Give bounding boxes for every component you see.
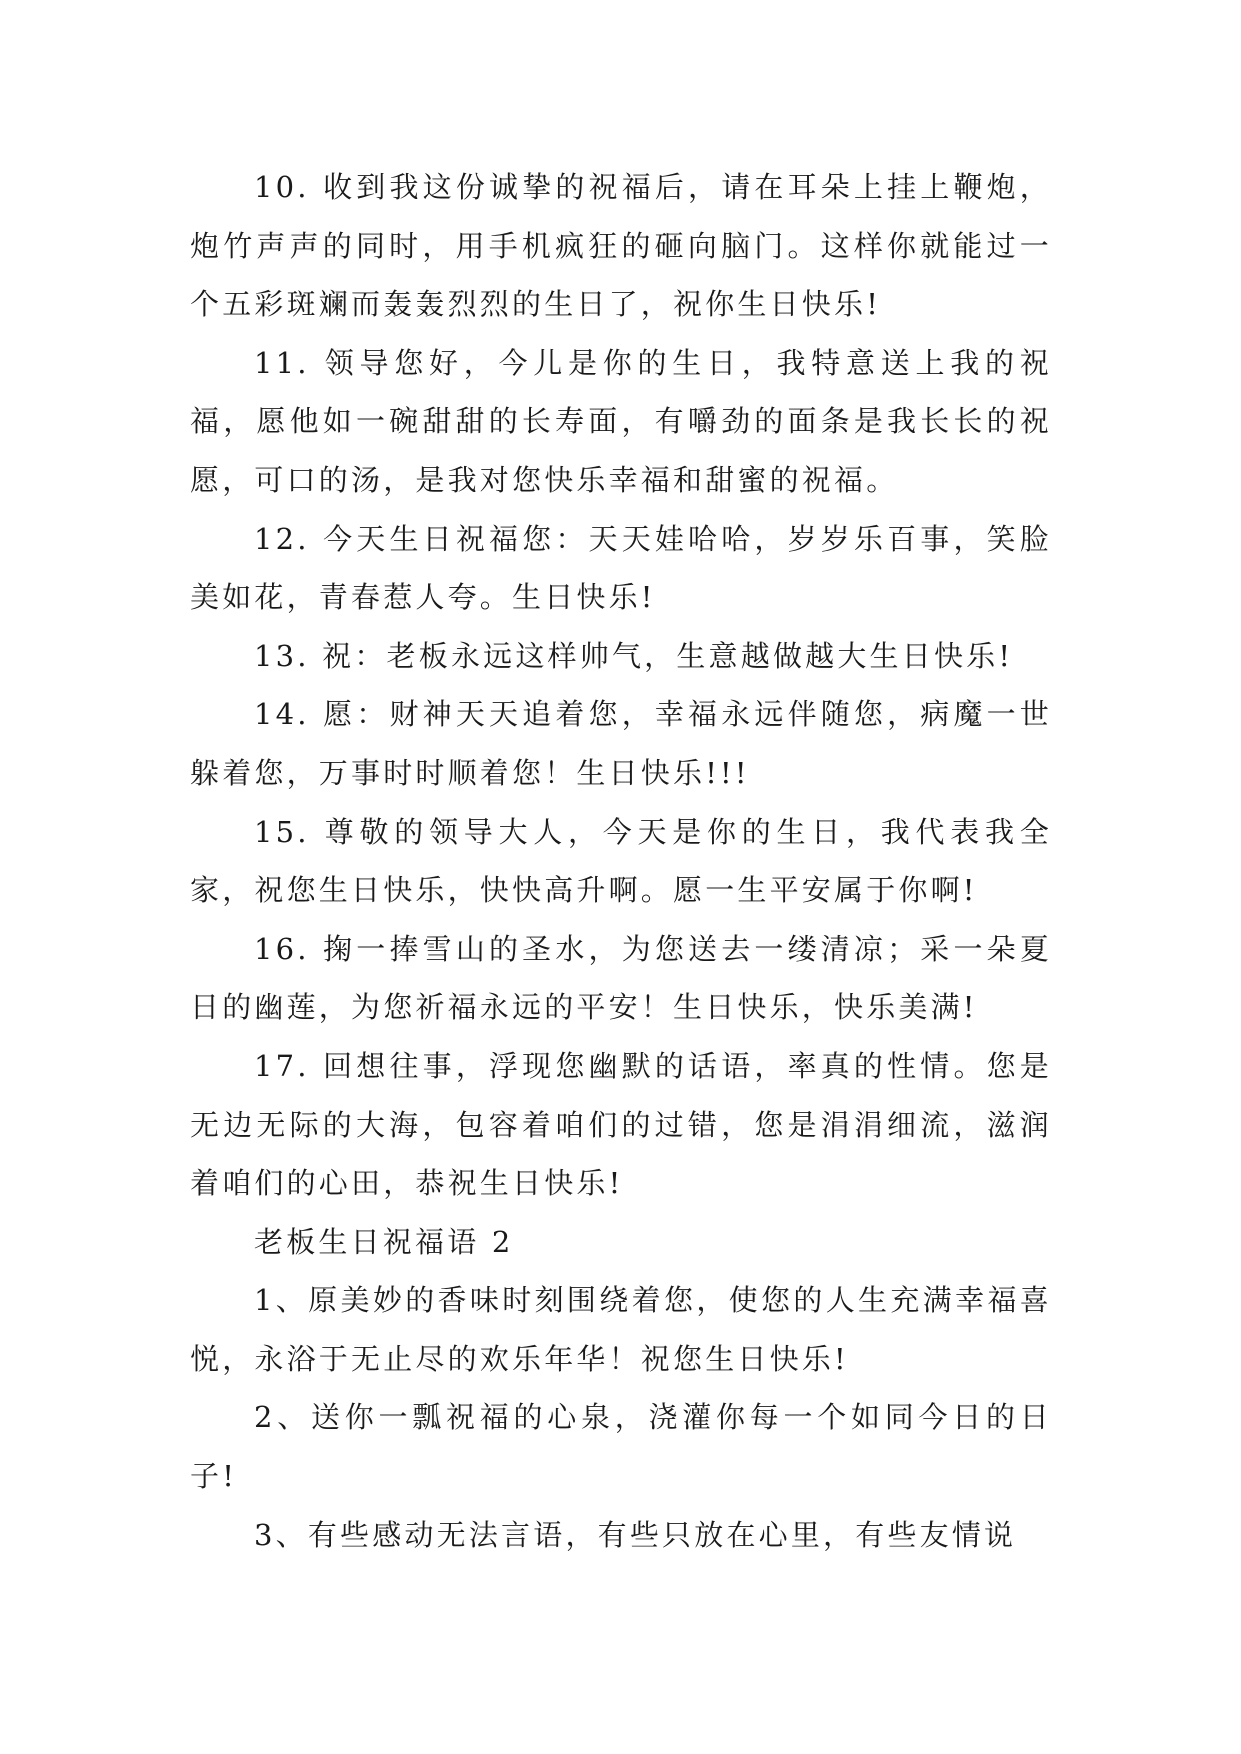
section-paragraph-1: 1、原美妙的香味时刻围绕着您，使您的人生充满幸福喜悦，永浴于无止尽的欢乐年华！祝您生日快乐! — [190, 1283, 1052, 1376]
paragraph-16: 16. 掬一捧雪山的圣水，为您送去一缕清凉；采一朵夏日的幽莲，为您祈福永远的平安！生日快乐，快乐美满! — [190, 931, 1052, 1025]
paragraph-17: 17. 回想往事，浮现您幽默的话语，率真的性情。您是无边无际的大海，包容着咱们的过错，您是涓涓细流，滋润着咱们的心田，恭祝生日快乐! — [190, 1048, 1052, 1201]
paragraph-13: 13. 祝：老板永远这样帅气，生意越做越大生日快乐! — [254, 638, 1014, 673]
document-body — [190, 158, 1052, 1564]
paragraph-10: 10. 收到我这份诚挚的祝福后，请在耳朵上挂上鞭炮，炮竹声声的同时，用手机疯狂的砸向脑门。这样你就能过一个五彩斑斓而轰轰烈烈的生日了，祝你生日快乐! — [190, 170, 1052, 322]
section-paragraph-3: 3、有些感动无法言语，有些只放在心里，有些友情说 — [254, 1517, 1017, 1552]
section-paragraph-2: 2、送你一瓢祝福的心泉，浇灌你每一个如同今日的日子! — [190, 1400, 1052, 1494]
paragraph-11: 11. 领导您好，今儿是你的生日，我特意送上我的祝福，愿他如一碗甜甜的长寿面，有嚼劲的面条是我长长的祝愿，可口的汤，是我对您快乐幸福和甜蜜的祝福。 — [190, 345, 1052, 497]
paragraph-15: 15. 尊敬的领导大人，今天是你的生日，我代表我全家，祝您生日快乐，快快高升啊。愿一生平安属于你啊! — [190, 814, 1052, 908]
paragraph-12: 12. 今天生日祝福您：天天娃哈哈，岁岁乐百事，笑脸美如花，青春惹人夸。生日快乐! — [190, 521, 1052, 615]
paragraph-14: 14. 愿：财神天天追着您，幸福永远伴随您，病魔一世躲着您，万事时时顺着您！生日快乐!!! — [190, 697, 1052, 790]
section-heading: 老板生日祝福语 2 — [254, 1224, 514, 1259]
